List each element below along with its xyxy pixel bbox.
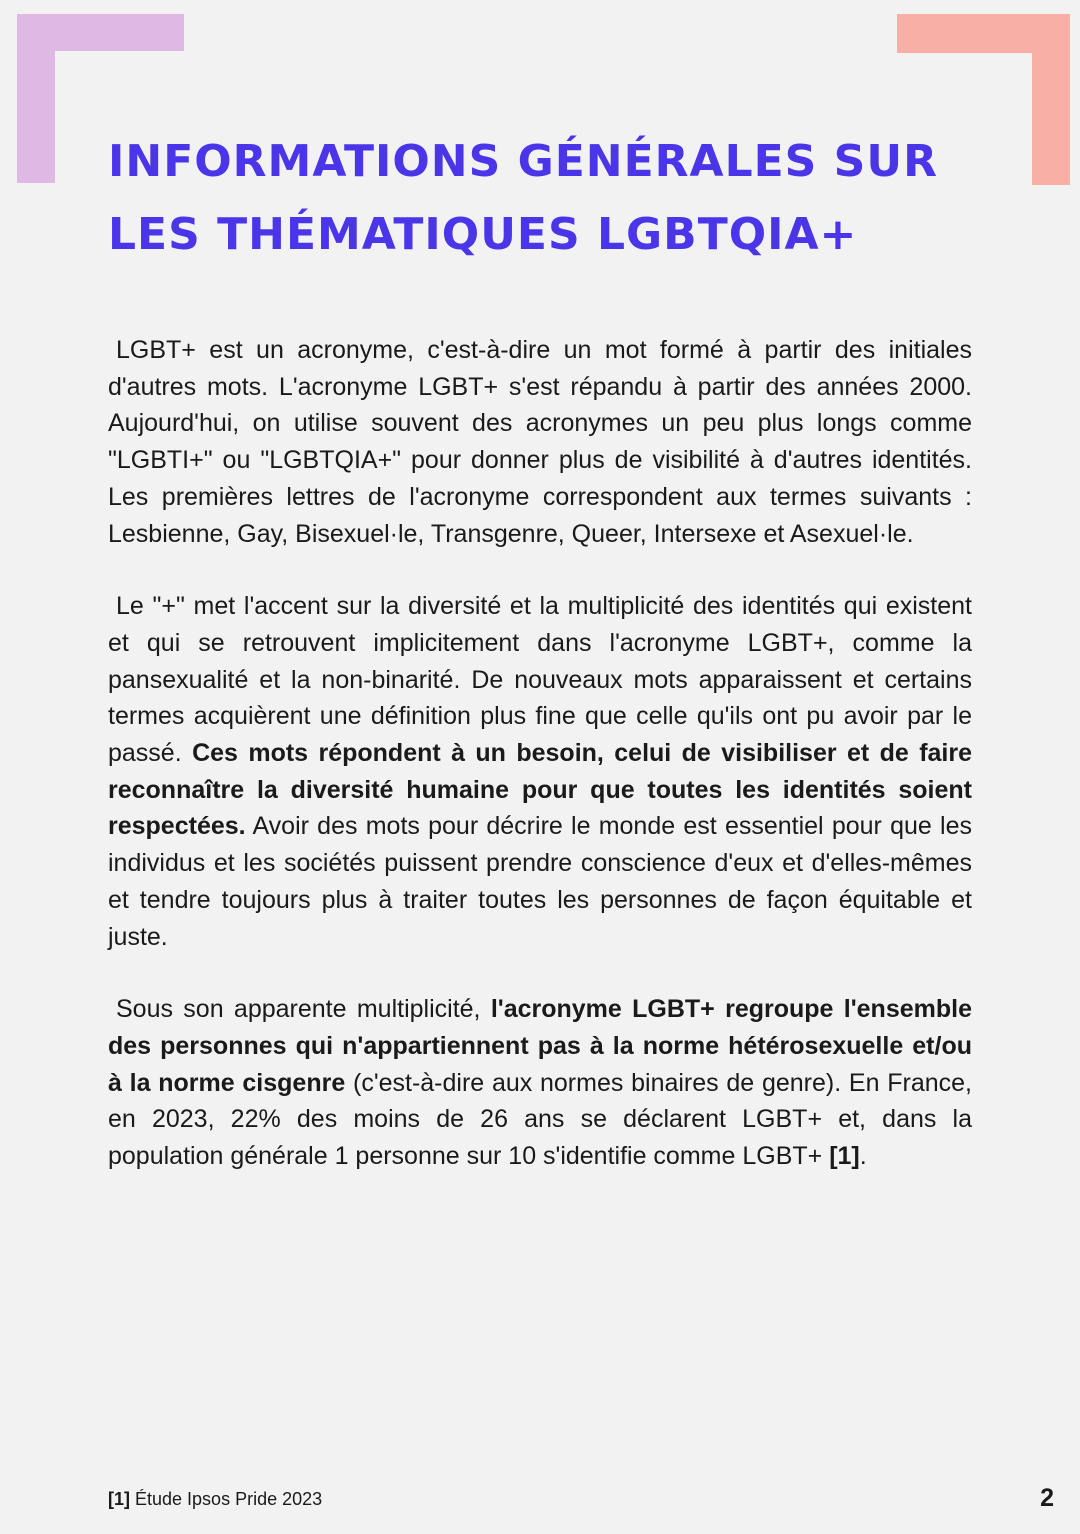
paragraph-1 — [108, 332, 972, 552]
citation-reference[interactable]: [1] — [829, 1142, 860, 1171]
decorative-bracket-left — [17, 14, 55, 183]
paragraph-text: Sous son apparente multiplicité, — [116, 995, 491, 1024]
paragraph-text: LGBT+ est un acronyme, c'est-à-dire un mot formé à partir des initiales d'autres mots. L'acronyme LGBT+ s'est répandu à partir des années 2000. Aujourd'hui, on utilise souvent des acronymes un peu plus longs comme "LGBTI+" ou "LGBTQIA+" pour donner plus de visibilité à d'autres identités. Les premières lettres de l'acronyme correspondent aux termes suivants : Lesbienne, Gay, Bisexuel·le, Transgenre, Queer, Intersexe et Asexuel·le. — [108, 336, 972, 548]
page-title — [108, 125, 1038, 271]
footnote-text: Étude Ipsos Pride 2023 — [130, 1489, 323, 1509]
footnote-ref: [1] — [108, 1489, 130, 1509]
paragraph-text: Le "+" met l'accent sur la diversité et la multiplicité des identités qui existent et qui se retrouvent implicitement dans l'acronyme LGBT+, comme la pansexualité et la non-binarité. De nouveaux mots apparaissent et certains termes acquièrent une définition plus fine que celle qu'ils ont pu avoir par le passé. — [108, 592, 972, 768]
paragraph-2 — [108, 588, 972, 955]
paragraph-text: . — [859, 1142, 867, 1171]
paragraph-emphasis: l'acronyme LGBT+ regroupe l'ensemble des personnes qui n'appartiennent pas à la norme hétérosexuelle et/ou à la norme cisgenre — [108, 995, 972, 1097]
page-number: 2 — [1040, 1484, 1054, 1512]
title-line-1: INFORMATIONS GÉNÉRALES SUR — [108, 136, 938, 187]
body-text — [108, 332, 972, 1211]
footnote — [108, 1489, 322, 1510]
paragraph-emphasis: Ces mots répondent à un besoin, celui de visibiliser et de faire reconnaître la diversité humaine pour que toutes les identités soient respectées. — [108, 739, 973, 841]
paragraph-text: (c'est-à-dire aux normes binaires de genre). En France, en 2023, 22% des moins de 26 ans se déclarent LGBT+ et, dans la population générale 1 personne sur 10 s'identifie comme LGBT+ — [108, 1068, 973, 1171]
title-line-2: LES THÉMATIQUES LGBTQIA+ — [108, 209, 858, 260]
paragraph-text: Avoir des mots pour décrire le monde est essentiel pour que les individus et les sociétés puissent prendre conscience d'eux et d'elles-mêmes et tendre toujours plus à traiter toutes les personnes de façon équitable et juste. — [108, 812, 972, 951]
paragraph-3 — [108, 991, 972, 1175]
